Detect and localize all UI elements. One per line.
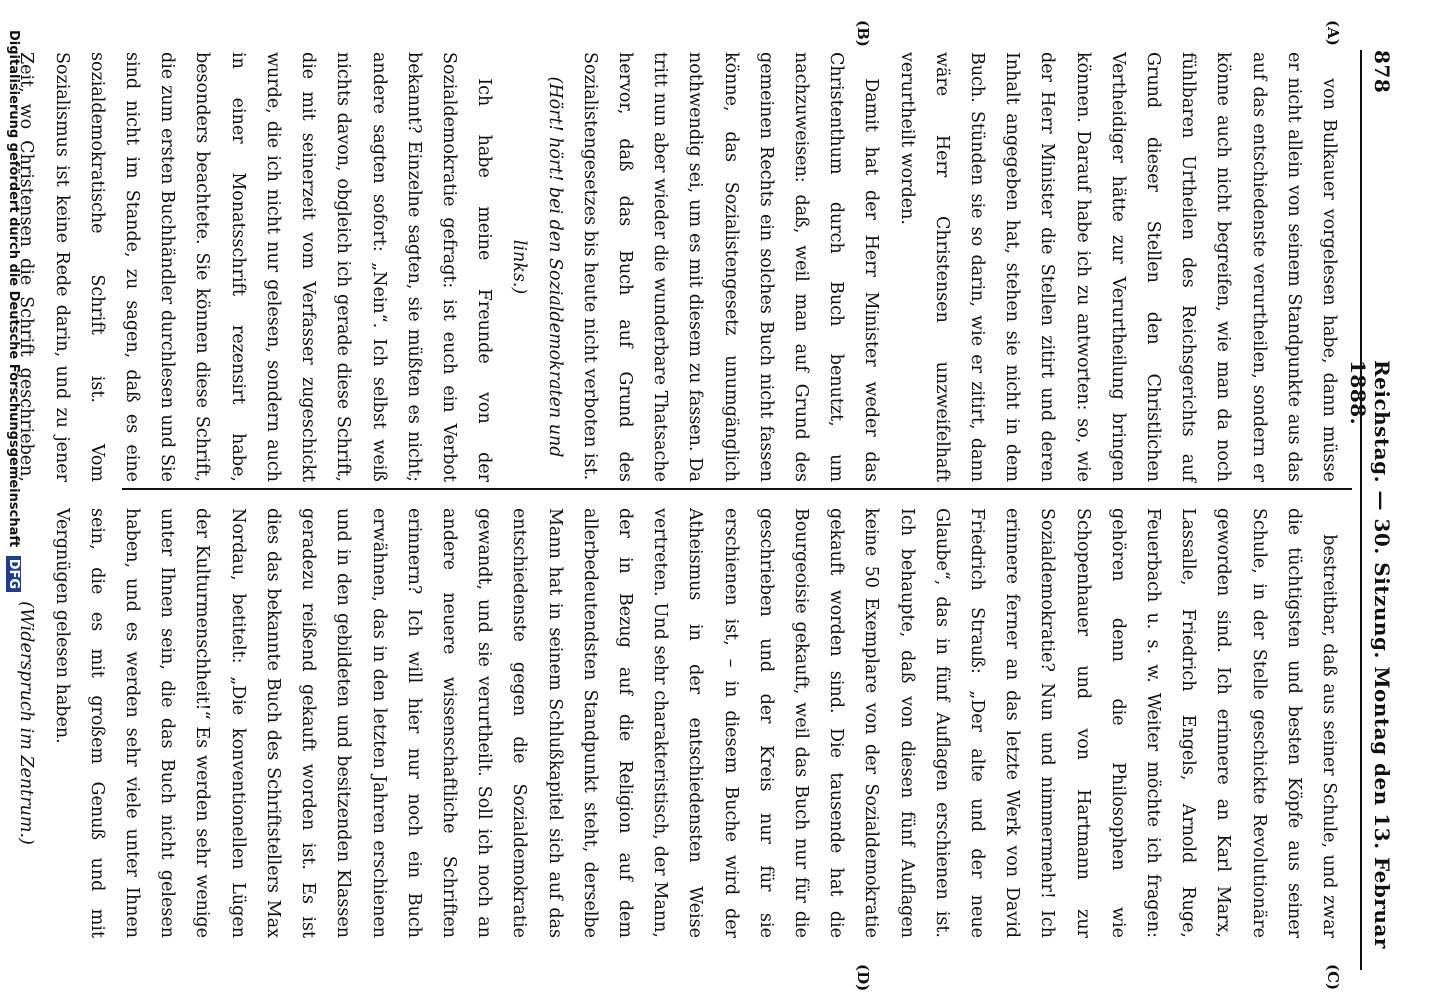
page-title: Reichstag. — 30. Sitzung. Montag den 13. Februar 1888. (1346, 360, 1394, 949)
header-rule (1360, 50, 1362, 970)
interjection: (Hört! hört! bei den Sozialdemokraten und links.) (509, 76, 565, 458)
column-divider (122, 488, 1352, 490)
margin-marker-d: (D) (854, 964, 872, 992)
page-number: 878 (1370, 50, 1394, 94)
dfg-logo: DFG (6, 556, 21, 592)
paragraph: von Bulkauer vorgelesen habe, dann müsse er nicht allein von seinem Standpunkte aus das auf das entschiedenste verurtheilen, sondern er könne auch nicht begreifen, wie man da noch fühlbaren Urtheilen des Reichsgerichts auf Grund dieser Stellen den Christlichen Vertheidiger hätte zur Verurtheilung bringen können. Darauf habe ich zu antworten: so, wie der Herr Minister die Stellen zitirt und deren Inhalt angegeben hat, stehen sie nicht in dem Buch. Stünden sie so darin, wie er zitirt, dann wäre Herr Christensen unzweifelhaft verurtheilt worden. (896, 52, 1339, 482)
margin-marker-a: (A) (1324, 20, 1342, 46)
digitization-credit (6, 30, 21, 592)
interjection: (Widerspruch im Zentrum.) (16, 601, 37, 845)
paragraph: Ich habe meine Freunde von der Sozialdemokratie gefragt: ist euch ein Verbot bekannt? Einzelne sagten, sie müßten es nicht; andere sagten sofort: „Nein“. Ich selbst weiß nichts davon, obgleich ich gerade diese Schrift, die mit seinerzeit vom Verfasser zugeschickt wurde, die ich nicht nur gelesen, sondern auch in einer Monatsschrift rezensirt habe, besonders beachtete. Sie können diese Schrift, die zum ersten Buchhändler durchlesen und Sie sind nicht im Stande, zu sagen, daß es eine sozialdemokratische Schrift ist. Vom Sozialismus ist keine Rede darin, und zu jener Zeit, wo Christensen die Schrift geschrieben, (16, 52, 495, 482)
paragraph: bestreitbar, daß aus seiner Schule, und zwar die tüchtigsten und besten Köpfe aus seiner Schule, in der Stelle geschickte Revolutionäre geworden sind. Ich erinnere an Karl Marx, Lassalle, Friedrich Engels, Arnold Ruge, Feuerbach u. s. w. Weiter möchte ich fragen: gehören denn die Philosophen wie Schopenhauer und von Hartmann zur Sozialdemokratie? Nun und nimmermehr! Ich erinnere ferner an das letzte Werk von David Friedrich Strauß: „Der alte und der neue Glaube“, das in fünf Auflagen erschienen ist. Ich behaupte, daß von diesen fünf Auflagen keine 50 Exemplare von der Sozialdemokratie gekauft worden sind. Die tausende hat die Bourgeoisie gekauft, weil das Buch nur für die geschrieben und der Kreis nur für sie erschienen ist, – in diesem Buche wird der Atheismus in der entschiedensten Weise vertreten. Und sehr charakteristisch, der Mann, der in Bezug auf die Religion auf dem allerbedeutendsten Standpunkt steht, derselbe Mann hat in seinem Schlußkapitel sich auf das entschiedenste gegen die Sozialdemokratie gewandt, und sie verurtheilt. Soll ich noch an andere neuere wissenschaftliche Schriften erinnern? Ich will hier nur noch ein Buch erwähnen, das in den letzten Jahren erschienen und in den gebildeten und besitzenden Klassen geradezu reißend gekauft worden ist. Es ist dies das bekannte Buch des Schriftstellers Max Nordau, betitelt: „Die konventionellen Lügen der Kulturmenschheit!“ Es werden sehr wenige unter Ihnen sein, die das Buch nicht gelesen haben, und es werden sehr viele unter Ihnen sein, die es mit großem Genuß und mit Vergnügen gelesen haben. (51, 508, 1339, 938)
margin-marker-b: (B) (854, 20, 872, 47)
paragraph: Damit hat der Herr Minister weder das Christenthum durch Buch benutzt, um nachzuweisen: daß, weil man auf Grund des gemeinen Rechts ein solches Buch nicht fassen könne, das Sozialistengesetz unumgänglich nothwendig sei, um es mit diesem zu fassen. Da tritt nun aber wieder die wunderbare Thatsache hervor, daß das Buch auf Grund des Sozialistengesetzes bis heute nicht verboten ist. (579, 52, 882, 482)
page-header (1346, 50, 1400, 970)
left-text-column (16, 52, 1346, 482)
credit-text: Digitalisierung gefördert durch die Deutsche Forschungsgemeinschaft (6, 30, 21, 548)
margin-marker-c: (C) (1324, 964, 1342, 991)
right-text-column (16, 508, 1346, 938)
